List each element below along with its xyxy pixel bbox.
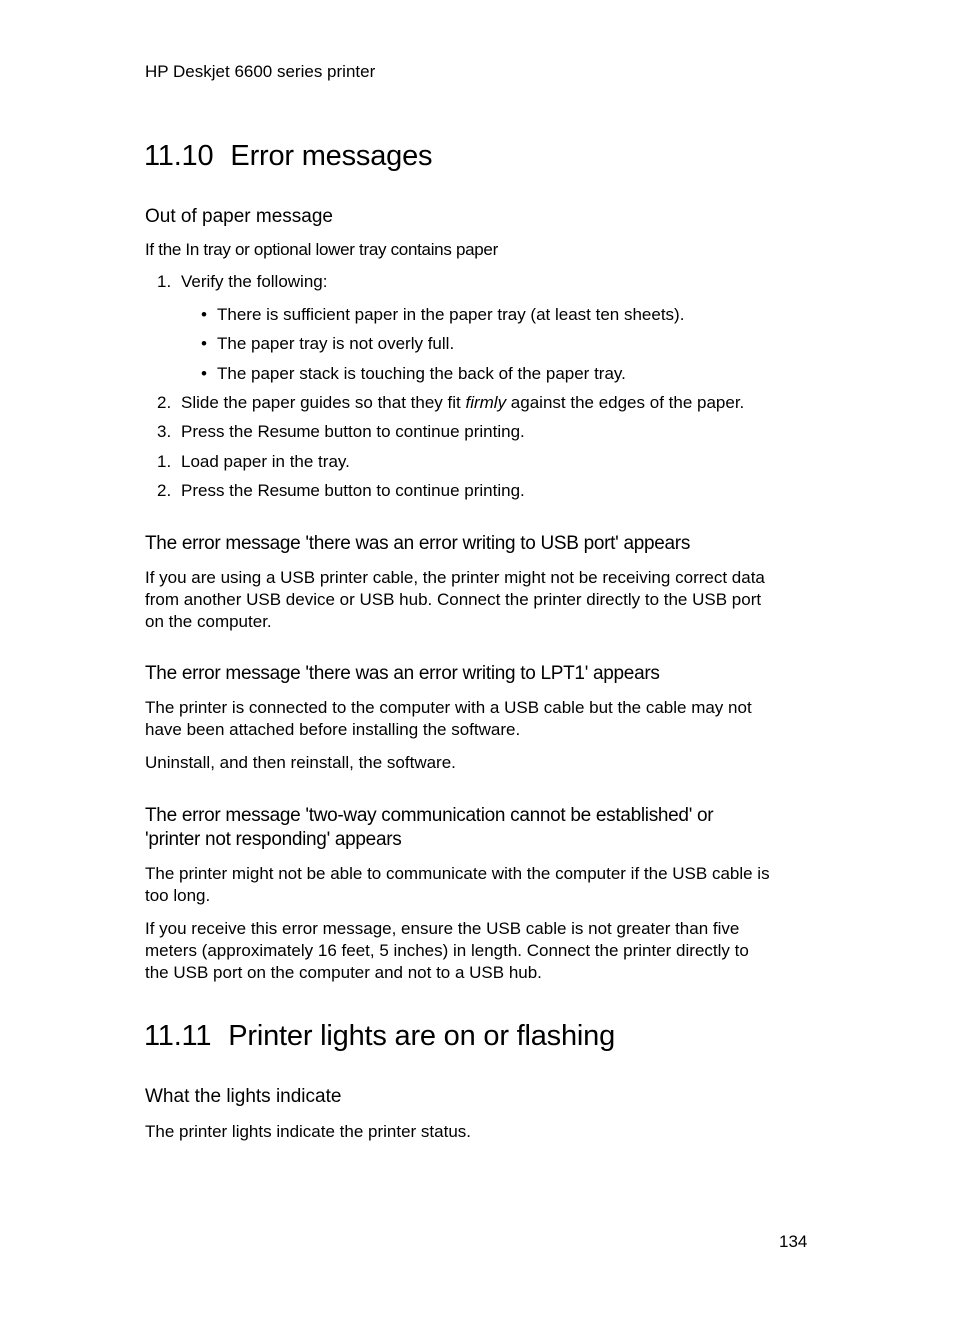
section-title: Error messages [230,140,433,172]
list-text: Slide the paper guides so that they fit [181,393,466,412]
list-text: button to continue printing. [319,481,525,500]
list-text: Press the [181,481,258,500]
list-text: button to continue printing. [319,422,525,441]
ui-label-resume: Resume [257,422,320,441]
paragraph-line: If you receive this error message, ensure the USB cable is not greater than five [145,919,740,938]
bullet-item [201,334,454,354]
ui-label-resume: Resume [257,481,320,500]
bullet-icon: • [201,334,207,353]
paragraph-line: meters (approximately 16 feet, 5 inches) in length. Connect the printer directly to [145,941,749,960]
heading-line: 'printer not responding' appears [145,829,402,850]
subheading-tray-contains-paper: If the In tray or optional lower tray contains paper [145,240,498,259]
list-item [157,393,744,413]
paragraph-lpt1 [145,697,752,741]
section-number: 11.11 [144,1020,212,1052]
list-number: 2. [157,481,172,500]
bullet-icon: • [201,305,207,324]
subsection-heading-two-way-error [145,804,713,852]
paragraph-line: If you are using a USB printer cable, the printer might not be receiving correct data [145,568,765,587]
list-item [157,452,350,472]
paragraph-cable-too-long [145,863,770,907]
paragraph-line: from another USB device or USB hub. Connect the printer directly to the USB port [145,590,762,609]
subsection-heading-usb-port-error: The error message 'there was an error writing to USB port' appears [145,533,691,554]
paragraph-usb-port [145,567,765,633]
paragraph-uninstall: Uninstall, and then reinstall, the software. [145,753,456,772]
bullet-text: The paper tray is not overly full. [217,334,455,353]
section-heading-11-10 [144,140,432,173]
list-item [157,272,327,292]
list-item [157,481,525,501]
section-number: 11.10 [144,140,214,172]
paragraph-line: The printer is connected to the computer with a USB cable but the cable may not [145,698,752,717]
list-text: Verify the following: [181,272,328,291]
bullet-item [201,305,684,325]
bullet-text: There is sufficient paper in the paper tray (at least ten sheets). [217,305,685,324]
list-number: 3. [157,422,172,441]
running-head: HP Deskjet 6600 series printer [145,62,376,81]
list-number: 1. [157,452,172,471]
paragraph-line: have been attached before installing the software. [145,720,521,739]
paragraph-line: the USB port on the computer and not to a USB hub. [145,963,542,982]
section-heading-11-11 [144,1020,615,1053]
emphasis-text: firmly [465,393,507,412]
list-number: 2. [157,393,172,412]
heading-line: The error message 'two-way communication cannot be established' or [145,805,714,826]
page-number: 134 [779,1232,808,1251]
section-title: Printer lights are on or flashing [228,1020,615,1052]
subsection-heading-lights-indicate: What the lights indicate [145,1086,342,1107]
subsection-heading-out-of-paper: Out of paper message [145,206,333,227]
paragraph-lights-status: The printer lights indicate the printer status. [145,1122,471,1141]
subsection-heading-lpt1-error: The error message 'there was an error writing to LPT1' appears [145,663,660,684]
paragraph-line: on the computer. [145,612,272,631]
list-text: against the edges of the paper. [506,393,745,412]
bullet-icon: • [201,364,207,383]
list-text: Press the [181,422,258,441]
list-number: 1. [157,272,172,291]
paragraph-line: The printer might not be able to communicate with the computer if the USB cable is [145,864,770,883]
paragraph-line: too long. [145,886,211,905]
paragraph-cable-length [145,918,749,984]
list-item [157,422,525,442]
list-text: Load paper in the tray. [181,452,350,471]
bullet-text: The paper stack is touching the back of the paper tray. [217,364,626,383]
bullet-item [201,364,626,384]
